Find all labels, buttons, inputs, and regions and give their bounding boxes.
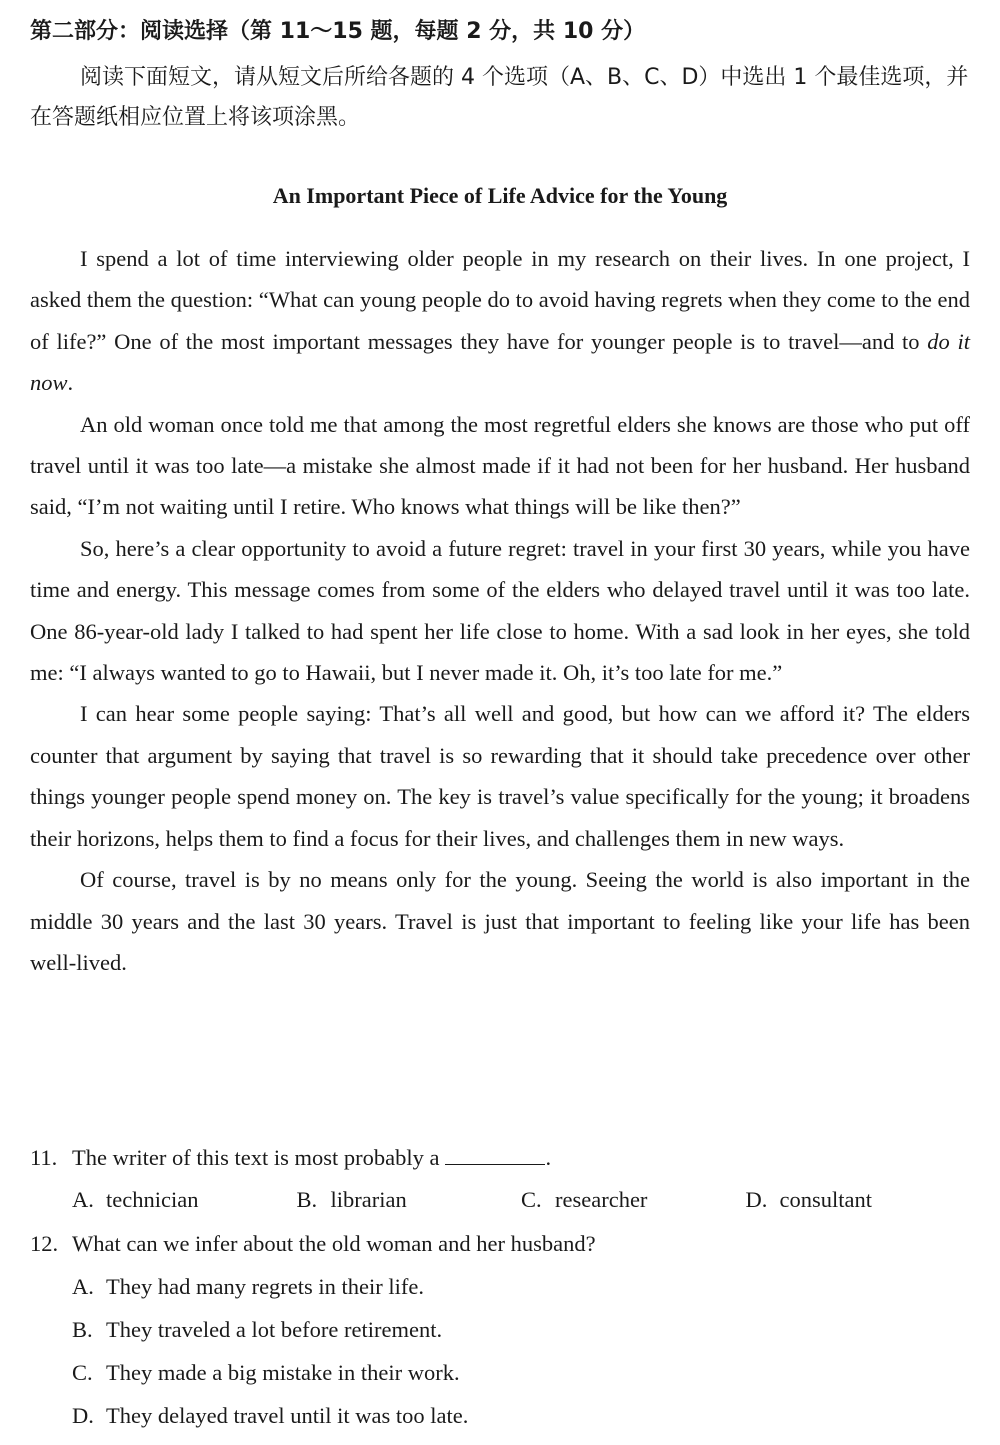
option-letter: A.: [72, 1274, 94, 1299]
option-text: technician: [106, 1187, 199, 1212]
paragraph-4: I can hear some people saying: That’s all well and good, but how can we afford it? The elders counter that argument by saying that travel is so rewarding that it should take precedence over other things younger people spend money on. The key is travel’s value specifically for the young; it broadens their horizons, helps them to find a focus for their lives, and challenges them in new ways.: [30, 701, 970, 851]
paragraph-1-text: I spend a lot of time interviewing older people in my research on their lives. In one project, I asked them the question: “What can young people do to avoid having regrets when they come to the end of life?” One of the most important messages they have for younger people is to travel—and to: [30, 246, 970, 354]
question-12: [30, 1222, 970, 1437]
question-12-stem: [30, 1222, 970, 1265]
option-b[interactable]: [72, 1308, 970, 1351]
question-text-end: .: [545, 1145, 552, 1170]
paragraph-1-end: .: [67, 370, 74, 396]
section-heading: 第二部分：阅读选择（第 11～15 题，每题 2 分，共 10 分）: [30, 19, 646, 44]
option-letter: D.: [72, 1403, 94, 1428]
option-text: consultant: [779, 1187, 872, 1212]
paragraph-5: Of course, travel is by no means only for the young. Seeing the world is also important in the middle 30 years and the last 30 years. Travel is just that important to feeling like your life has been well-lived.: [30, 867, 970, 975]
option-text: They delayed travel until it was too late.: [106, 1403, 469, 1428]
option-letter: A.: [72, 1187, 94, 1212]
question-number: 12.: [30, 1231, 59, 1256]
option-a[interactable]: [72, 1179, 297, 1222]
option-letter: C.: [72, 1360, 93, 1385]
option-c[interactable]: [72, 1351, 970, 1394]
passage: [30, 238, 970, 983]
question-text: What can we infer about the old woman and her husband?: [72, 1231, 596, 1256]
option-d[interactable]: [746, 1179, 971, 1222]
option-a[interactable]: [72, 1265, 970, 1308]
instructions: 阅读下面短文，请从短文后所给各题的 4 个选项（A、B、C、D）中选出 1 个最佳选项，并在答题纸相应位置上将该项涂黑。: [30, 65, 969, 130]
option-text: researcher: [555, 1187, 648, 1212]
question-11: [30, 1136, 970, 1222]
option-letter: D.: [745, 1187, 768, 1212]
option-text: They traveled a lot before retirement.: [106, 1317, 443, 1342]
question-12-options: [30, 1265, 970, 1437]
option-text: They had many regrets in their life.: [106, 1274, 425, 1299]
option-letter: C.: [521, 1187, 542, 1212]
option-b[interactable]: [297, 1179, 522, 1222]
option-letter: B.: [296, 1187, 318, 1212]
option-c[interactable]: [521, 1179, 746, 1222]
option-letter: B.: [72, 1317, 93, 1342]
answer-blank: [445, 1144, 545, 1165]
question-text: The writer of this text is most probably a: [72, 1145, 440, 1170]
passage-title: An Important Piece of Life Advice for the Young: [272, 183, 728, 208]
paragraph-1-italic: do it now: [30, 328, 970, 396]
option-text: librarian: [330, 1187, 407, 1212]
question-11-stem: [30, 1136, 970, 1179]
question-number: 11.: [30, 1145, 58, 1170]
paragraph-2: An old woman once told me that among the most regretful elders she knows are those who put off travel until it was too late—a mistake she almost made if it had not been for her husband. Her husband said, “I’m not waiting until I retire. Who knows what things will be like then?”: [30, 411, 970, 520]
question-11-options: [30, 1179, 970, 1222]
paragraph-1: [30, 238, 970, 404]
option-text: They made a big mistake in their work.: [106, 1360, 460, 1385]
option-d[interactable]: [72, 1394, 970, 1437]
questions: [30, 1136, 970, 1437]
paragraph-3: So, here’s a clear opportunity to avoid a future regret: travel in your first 30 years, while you have time and energy. This message comes from some of the elders who delayed travel until it was too late. One 86-year-old lady I talked to had spent her life close to home. With a sad look in her eyes, she told me: “I always wanted to go to Hawaii, but I never made it. Oh, it’s too late for me.”: [30, 535, 970, 686]
